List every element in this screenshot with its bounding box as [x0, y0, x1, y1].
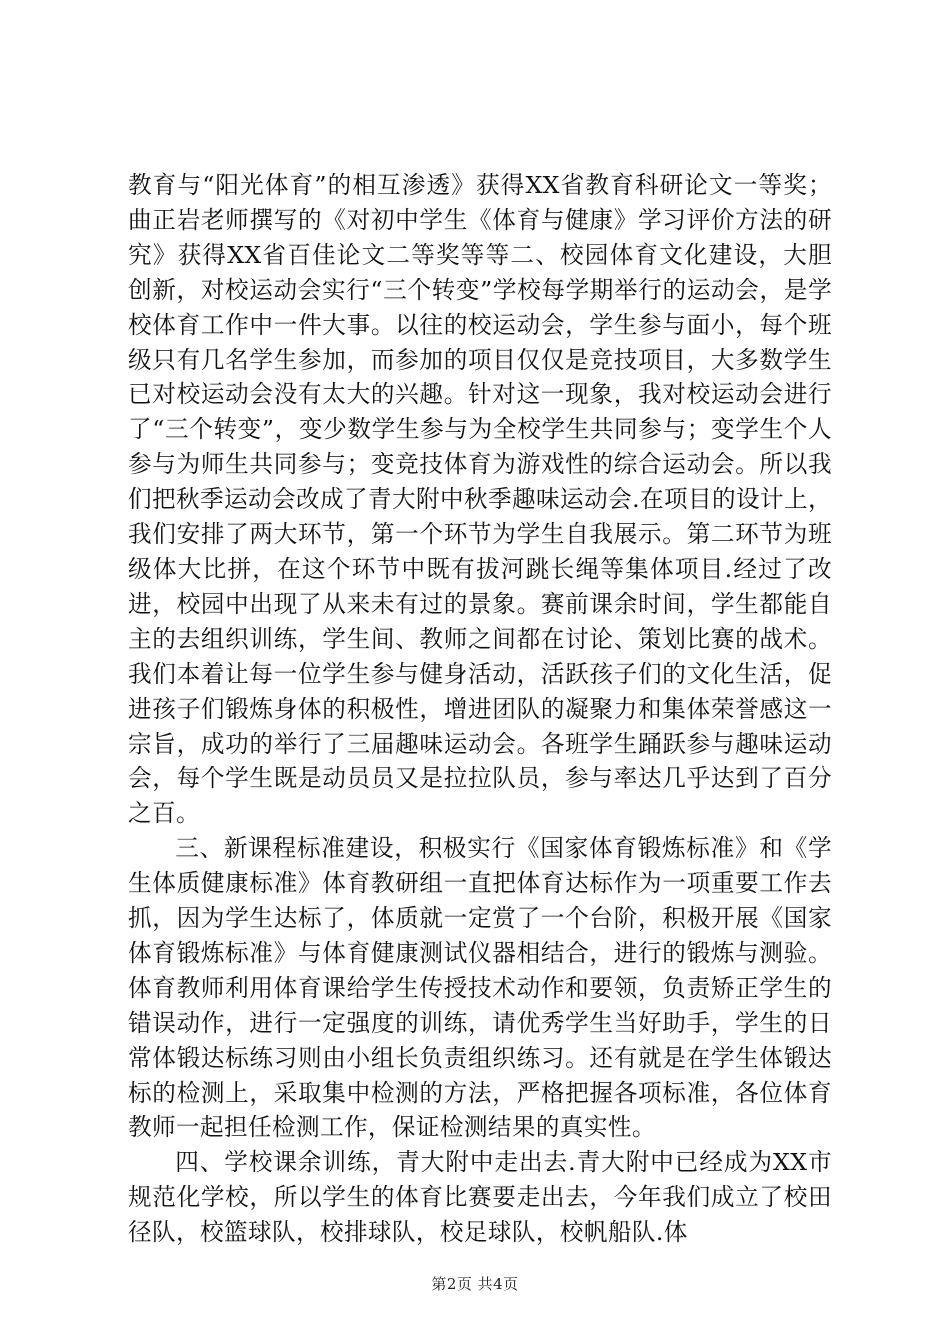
body-text [128, 168, 832, 1250]
page-footer: 第2页 共4页 [431, 1275, 519, 1293]
paragraph-continued: 教育与“阳光体育”的相互渗透》获得XX省教育科研论文一等奖；曲正岩老师撰写的《对初中学生《体育与健康》学习评价方法的研究》获得XX省百佳论文二等奖等等二、校园体育文化建设，大胆创新，对校运动会实行“三个转变”学校每学期举行的运动会，是学校体育工作中一件大事。以往的校运动会，学生参与面小，每个班级只有几名学生参加，而参加的项目仅仅是竞技项目，大多数学生已对校运动会没有太大的兴趣。针对这一现象，我对校运动会进行了“三个转变”，变少数学生参与为全校学生共同参与；变学生个人参与为师生共同参与；变竞技体育为游戏性的综合运动会。所以我们把秋季运动会改成了青大附中秋季趣味运动会.在项目的设计上，我们安排了两大环节，第一个环节为学生自我展示。第二环节为班级体大比拼，在这个环节中既有拔河跳长绳等集体项目.经过了改进，校园中出现了从来未有过的景象。赛前课余时间，学生都能自主的去组织训练，学生间、教师之间都在讨论、策划比赛的战术。我们本着让每一位学生参与健身活动，活跃孩子们的文化生活，促进孩子们锻炼身体的积极性，增进团队的凝聚力和集体荣誉感这一宗旨，成功的举行了三届趣味运动会。各班学生踊跃参与趣味运动会，每个学生既是动员员又是拉拉队员，参与率达几乎达到了百分之百。 [128, 171, 832, 828]
paragraph-section-four: 四、学校课余训练，青大附中走出去.青大附中已经成为XX市规范化学校，所以学生的体育比赛要走出去，今年我们成立了校田径队，校篮球队，校排球队，校足球队，校帆船队.体 [128, 1148, 832, 1247]
paragraph-section-three: 三、新课程标准建设，积极实行《国家体育锻炼标准》和《学生体质健康标准》体育教研组一直把体育达标作为一项重要工作去抓，因为学生达标了，体质就一定赏了一个台阶，积极开展《国家体育锻炼标准》与体育健康测试仪器相结合，进行的锻炼与测验。体育教师利用体育课给学生传授技术动作和要领，负责矫正学生的错误动作，进行一定强度的训练，请优秀学生当好助手，学生的日常体锻达标练习则由小组长负责组织练习。还有就是在学生体锻达标的检测上，采取集中检测的方法，严格把握各项标准，各位体育教师一起担任检测工作，保证检测结果的真实性。 [128, 834, 832, 1142]
